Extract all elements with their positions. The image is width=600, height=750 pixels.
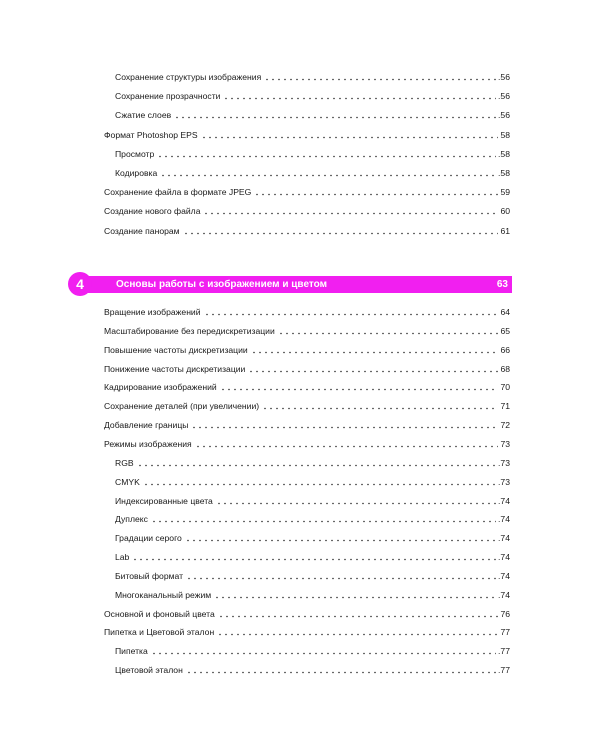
toc-entry[interactable] <box>115 142 510 160</box>
toc-entry-title: Кодировка <box>115 168 158 178</box>
dot-leader <box>203 212 498 215</box>
toc-entry[interactable] <box>104 319 510 337</box>
toc-entry-page: .74 <box>498 533 510 544</box>
dot-leader <box>220 388 499 391</box>
toc-entry-title: Понижение частоты дискретизации <box>104 363 246 374</box>
dot-leader <box>185 539 496 542</box>
toc-entry[interactable] <box>104 394 510 412</box>
toc-entry[interactable] <box>115 545 510 563</box>
toc-entry-page: .58 <box>498 168 510 178</box>
dot-leader <box>248 370 498 373</box>
toc-entry-title: Режимы изображения <box>104 438 192 449</box>
dot-leader <box>278 332 499 335</box>
toc-entry-title: Сохранение прозрачности <box>115 91 221 102</box>
dot-leader <box>216 502 496 505</box>
toc-entry-page: .74 <box>498 589 510 600</box>
dot-leader <box>183 232 499 235</box>
toc-entry[interactable] <box>115 161 510 179</box>
dot-leader <box>151 652 496 655</box>
dot-leader <box>157 155 496 158</box>
dot-leader <box>151 520 496 523</box>
toc-entry-page: 70 <box>500 382 510 393</box>
toc-entry-title: Битовый формат <box>115 570 184 581</box>
toc-entry-page: 71 <box>500 401 510 412</box>
toc-entry-page: .73 <box>498 476 510 487</box>
toc-entry[interactable] <box>104 219 510 237</box>
toc-entry-page: 65 <box>500 325 510 336</box>
toc-entry-title: Многоканальный режим <box>115 589 212 600</box>
toc-entry-page: 61 <box>500 225 510 236</box>
toc-entry[interactable] <box>104 602 510 620</box>
toc-entry[interactable] <box>104 123 510 141</box>
toc-entry[interactable] <box>115 451 510 469</box>
toc-entry-page: .56 <box>498 110 510 121</box>
toc-entry-title: Повышение частоты дискретизации <box>104 344 248 355</box>
dot-leader <box>204 313 499 316</box>
toc-entry-title: Дуплекс <box>115 514 148 525</box>
toc-entry-page: 64 <box>500 307 510 317</box>
toc-entry[interactable] <box>115 103 510 121</box>
toc-entry[interactable] <box>115 564 510 582</box>
dot-leader <box>223 97 496 100</box>
toc-entry-title: Формат Photoshop EPS <box>104 129 198 140</box>
toc-entry-page: .73 <box>498 457 510 468</box>
dot-leader <box>264 78 496 81</box>
dot-leader <box>251 351 499 354</box>
dot-leader <box>195 445 499 448</box>
toc-entry-page: .74 <box>498 570 510 581</box>
toc-entry-page: .77 <box>498 665 510 676</box>
toc-entry-title: RGB <box>115 457 134 468</box>
toc-entry-page: .56 <box>498 72 510 82</box>
toc-entry[interactable] <box>115 658 510 676</box>
toc-entry-page: 60 <box>500 206 510 217</box>
toc-entry[interactable] <box>115 84 510 102</box>
dot-leader <box>160 174 496 177</box>
toc-entry[interactable] <box>115 526 510 544</box>
toc-entry-page: 66 <box>500 344 510 355</box>
toc-entry-page: .74 <box>498 495 510 506</box>
toc-entry-title: Масштабирование без передискретизации <box>104 325 275 336</box>
toc-entry[interactable] <box>115 639 510 657</box>
dot-leader <box>218 615 499 618</box>
dot-leader <box>254 193 498 196</box>
toc-entry-title: Градации серого <box>115 533 182 544</box>
toc-entry[interactable] <box>104 180 510 198</box>
toc-entry[interactable] <box>104 413 510 431</box>
toc-entry[interactable] <box>115 489 510 507</box>
chapter-heading[interactable] <box>68 272 512 296</box>
toc-entry-title: Сжатие слоев <box>115 110 172 121</box>
toc-entry-title: CMYK <box>115 476 140 487</box>
toc-entry-page: .56 <box>498 91 510 102</box>
toc-entry-title: Основной и фоновый цвета <box>104 608 215 619</box>
toc-entry[interactable] <box>104 432 510 450</box>
toc-entry-page: .58 <box>498 148 510 159</box>
chapter-page-number: 63 <box>496 279 508 290</box>
toc-entry-title: Просмотр <box>115 148 155 159</box>
toc-entry-title: Создание панорам <box>104 225 180 236</box>
toc-entry[interactable] <box>104 338 510 356</box>
toc-entry-title: Кадрирование изображений <box>104 382 217 393</box>
toc-entry[interactable] <box>104 357 510 375</box>
dot-leader <box>214 596 496 599</box>
toc-entry[interactable] <box>115 470 510 488</box>
dot-leader <box>217 633 498 636</box>
toc-entry-title: Сохранение структуры изображения <box>115 72 262 82</box>
toc-entry[interactable] <box>104 199 510 217</box>
toc-entry-title: Сохранение деталей (при увеличении) <box>104 401 260 412</box>
toc-entry-title: Добавление границы <box>104 420 189 431</box>
toc-entry-title: Пипетка и Цветовой эталон <box>104 627 215 638</box>
toc-entry-page: 68 <box>500 363 510 374</box>
toc-entry-page: 59 <box>500 187 510 198</box>
dot-leader <box>186 577 496 580</box>
toc-entry-title: Создание нового файла <box>104 206 201 217</box>
toc-entry-title: Пипетка <box>115 646 148 657</box>
dot-leader <box>201 136 499 139</box>
chapter-number-badge: 4 <box>68 272 92 296</box>
dot-leader <box>186 671 496 674</box>
toc-entry[interactable] <box>115 507 510 525</box>
dot-leader <box>174 116 496 119</box>
toc-entry-page: .77 <box>498 646 510 657</box>
toc-entry[interactable] <box>104 620 510 638</box>
toc-entry-page: 73 <box>500 438 510 449</box>
toc-entry-page: 58 <box>500 129 510 140</box>
toc-entry-page: 72 <box>500 420 510 431</box>
toc-entry[interactable] <box>115 583 510 601</box>
toc-entry-title: Сохранение файла в формате JPEG <box>104 187 252 198</box>
toc-entry-page: .74 <box>498 552 510 563</box>
toc-entry[interactable] <box>104 300 510 318</box>
toc-entry-title: Lab <box>115 552 130 563</box>
toc-entry-page: 76 <box>500 608 510 619</box>
dot-leader <box>262 407 498 410</box>
toc-entry-title: Цветовой эталон <box>115 665 183 676</box>
dot-leader <box>137 464 496 467</box>
dot-leader <box>143 483 496 486</box>
toc-entry-page: 77 <box>500 627 510 638</box>
dot-leader <box>132 558 496 561</box>
toc-entry[interactable] <box>115 65 510 83</box>
toc-entry-title: Вращение изображений <box>104 307 201 317</box>
chapter-title: Основы работы с изображением и цветом <box>116 279 328 290</box>
toc-entry-title: Индексированные цвета <box>115 495 213 506</box>
toc-entry-page: .74 <box>498 514 510 525</box>
toc-entry[interactable] <box>104 375 510 393</box>
dot-leader <box>191 426 498 429</box>
